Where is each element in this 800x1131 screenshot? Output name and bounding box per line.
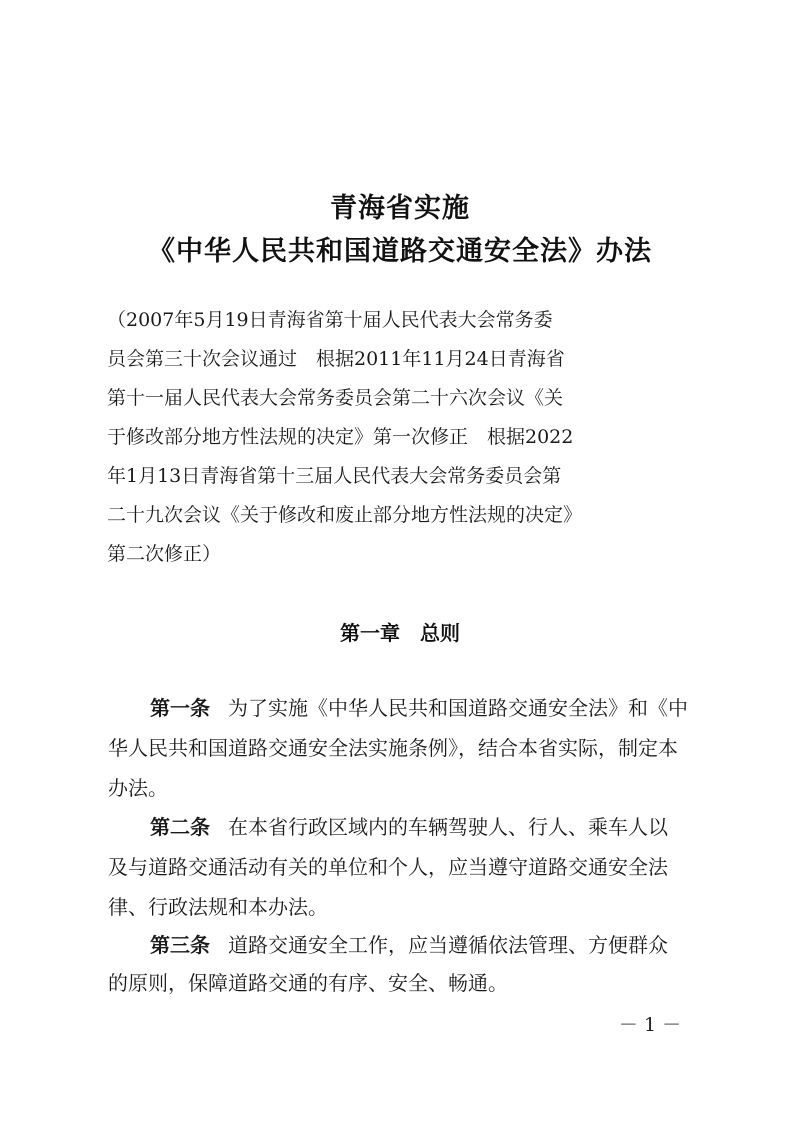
article-1-first-line bbox=[150, 692, 688, 721]
chapter-heading: 第一章 总则 bbox=[340, 621, 460, 645]
article-3-text-line: 的原则，保障道路交通的有序、安全、畅通。 bbox=[108, 971, 508, 995]
article-3-text: 道路交通安全工作，应当遵循依法管理、方便群众 bbox=[228, 933, 668, 957]
document-title-line-2: 《中华人民共和国道路交通安全法》办法 bbox=[148, 236, 652, 267]
article-2-text-line: 及与道路交通活动有关的单位和个人，应当遵守道路交通安全法 bbox=[108, 855, 668, 879]
legislative-history-line: 第二次修正） bbox=[107, 543, 222, 565]
legislative-history-line: 第十一届人民代表大会常务委员会第二十六次会议《关 bbox=[107, 387, 564, 409]
document-title-line-1: 青海省实施 bbox=[330, 193, 470, 224]
article-1-heading: 第一条 bbox=[150, 696, 210, 720]
article-1-text-line: 办法。 bbox=[108, 776, 168, 800]
page-number: － 1 － bbox=[618, 1014, 682, 1036]
article-1-text-line: 华人民共和国道路交通安全法实施条例》，结合本省实际，制定本 bbox=[108, 736, 678, 760]
legislative-history-line: 二十九次会议《关于修改和废止部分地方性法规的决定》 bbox=[107, 504, 583, 526]
article-2-first-line bbox=[150, 811, 668, 840]
article-1-text: 为了实施《中华人民共和国道路交通安全法》和《中 bbox=[228, 696, 688, 720]
article-3-first-line bbox=[150, 929, 668, 958]
legislative-history-line: 年1月13日青海省第十三届人民代表大会常务委员会第 bbox=[107, 465, 562, 487]
article-2-text-line: 律、行政法规和本办法。 bbox=[108, 895, 328, 919]
article-2-heading: 第二条 bbox=[150, 815, 210, 839]
article-3-heading: 第三条 bbox=[150, 933, 210, 957]
legislative-history-line: 于修改部分地方性法规的决定》第一次修正 根据2022 bbox=[107, 426, 574, 448]
article-2-text: 在本省行政区域内的车辆驾驶人、行人、乘车人以 bbox=[228, 815, 668, 839]
legislative-history-line: 员会第三十次会议通过 根据2011年11月24日青海省 bbox=[107, 348, 565, 370]
legislative-history-line: （2007年5月19日青海省第十届人民代表大会常务委 bbox=[107, 309, 553, 331]
